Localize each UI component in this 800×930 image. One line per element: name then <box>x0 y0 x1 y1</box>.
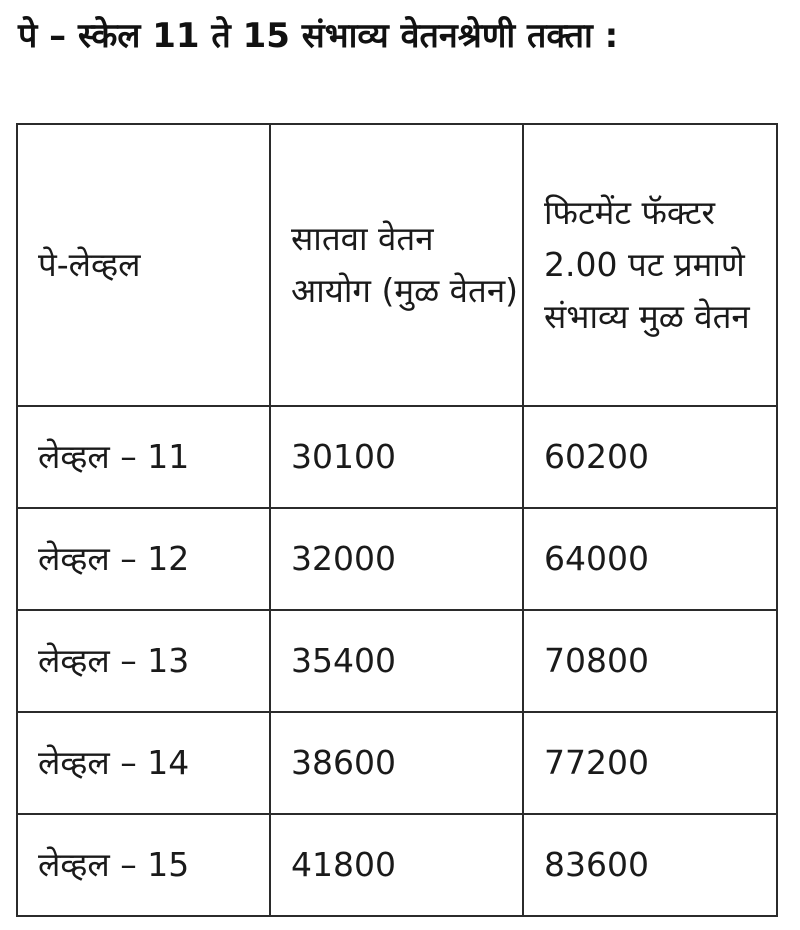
cell-pay-level: लेव्हल – 13 <box>17 610 270 712</box>
page-title: पे – स्केल 11 ते 15 संभाव्य वेतनश्रेणी तक्ता : <box>18 16 619 56</box>
header-pay-level: पे-लेव्हल <box>17 124 270 406</box>
table-header-row <box>17 124 777 406</box>
cell-basic-pay: 41800 <box>270 814 523 916</box>
cell-revised-pay: 60200 <box>523 406 777 508</box>
cell-pay-level: लेव्हल – 12 <box>17 508 270 610</box>
table-row <box>17 712 777 814</box>
header-seventh-pay-commission: सातवा वेतन आयोग (मुळ वेतन) <box>270 124 523 406</box>
cell-basic-pay: 35400 <box>270 610 523 712</box>
table-row <box>17 406 777 508</box>
cell-basic-pay: 32000 <box>270 508 523 610</box>
table-row <box>17 814 777 916</box>
cell-pay-level: लेव्हल – 14 <box>17 712 270 814</box>
cell-pay-level: लेव्हल – 11 <box>17 406 270 508</box>
cell-basic-pay: 38600 <box>270 712 523 814</box>
cell-revised-pay: 70800 <box>523 610 777 712</box>
table-row <box>17 508 777 610</box>
cell-revised-pay: 83600 <box>523 814 777 916</box>
table-row <box>17 610 777 712</box>
cell-revised-pay: 77200 <box>523 712 777 814</box>
cell-pay-level: लेव्हल – 15 <box>17 814 270 916</box>
cell-basic-pay: 30100 <box>270 406 523 508</box>
header-fitment-factor: फिटमेंट फॅक्टर 2.00 पट प्रमाणे संभाव्य मुळ वेतन <box>523 124 777 406</box>
cell-revised-pay: 64000 <box>523 508 777 610</box>
pay-scale-table <box>16 123 778 917</box>
